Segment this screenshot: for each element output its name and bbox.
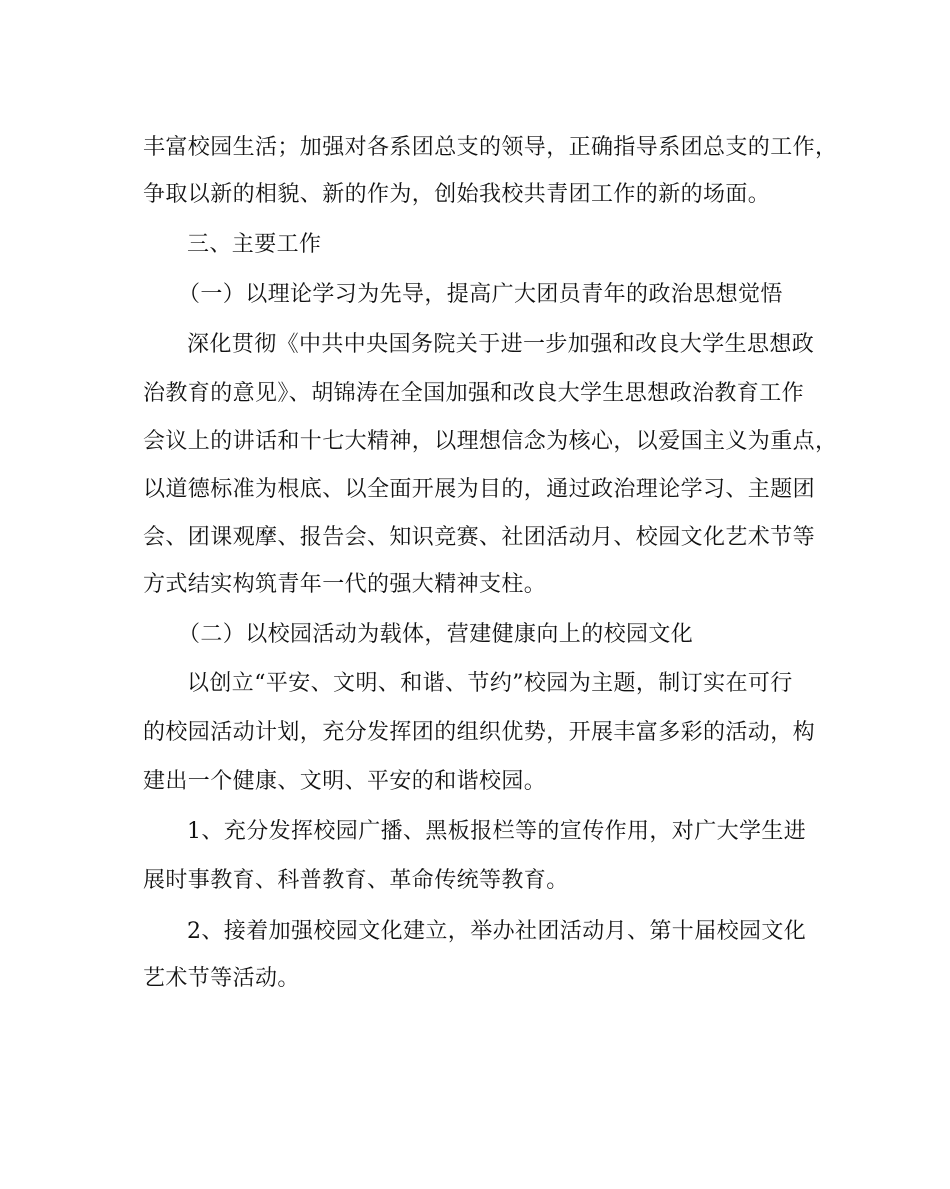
paragraph-line: 丰富校园生活；加强对各系团总支的领导，正确指导系团总支的工作， xyxy=(143,135,838,160)
paragraph-line: 会议上的讲话和十七大精神，以理想信念为核心，以爱国主义为重点， xyxy=(143,429,838,454)
list-item-line: 艺术节等活动。 xyxy=(143,966,300,991)
section-heading: 三、主要工作 xyxy=(187,232,322,257)
paragraph-line: 以创立“平安、文明、和谐、节约”校园为主题，制订实在可行 xyxy=(187,671,793,696)
paragraph-line: 治教育的意见》、胡锦涛在全国加强和改良大学生思想政治教育工作 xyxy=(143,381,805,406)
paragraph-line: 方式结实构筑青年一代的强大精神支柱。 xyxy=(143,572,547,597)
paragraph-line: 建出一个健康、文明、平安的和谐校园。 xyxy=(143,769,547,794)
list-item-line: 1、充分发挥校园广播、黑板报栏等的宣传作用，对广大学生进 xyxy=(187,819,807,844)
paragraph-line: 深化贯彻《中共中央国务院关于进一步加强和改良大学生思想政 xyxy=(187,332,815,357)
list-item-line: 展时事教育、科普教育、革命传统等教育。 xyxy=(143,868,569,893)
paragraph-line: 会、团课观摩、报告会、知识竞赛、社团活动月、校园文化艺术节等 xyxy=(143,525,816,550)
paragraph-line: 的校园活动计划，充分发挥团的组织优势，开展丰富多彩的活动，构 xyxy=(143,720,816,745)
subsection-heading: （一）以理论学习为先导，提高广大团员青年的政治思想觉悟 xyxy=(178,282,783,307)
paragraph-line: 争取以新的相貌、新的作为，创始我校共青团工作的新的场面。 xyxy=(143,182,771,207)
paragraph-line: 以道德标准为根底、以全面开展为目的，通过政治理论学习、主题团 xyxy=(143,477,816,502)
list-item-line: 2、接着加强校园文化建立，举办社团活动月、第十届校园文化 xyxy=(187,919,807,944)
subsection-heading: （二）以校园活动为载体，营建健康向上的校园文化 xyxy=(178,622,694,647)
